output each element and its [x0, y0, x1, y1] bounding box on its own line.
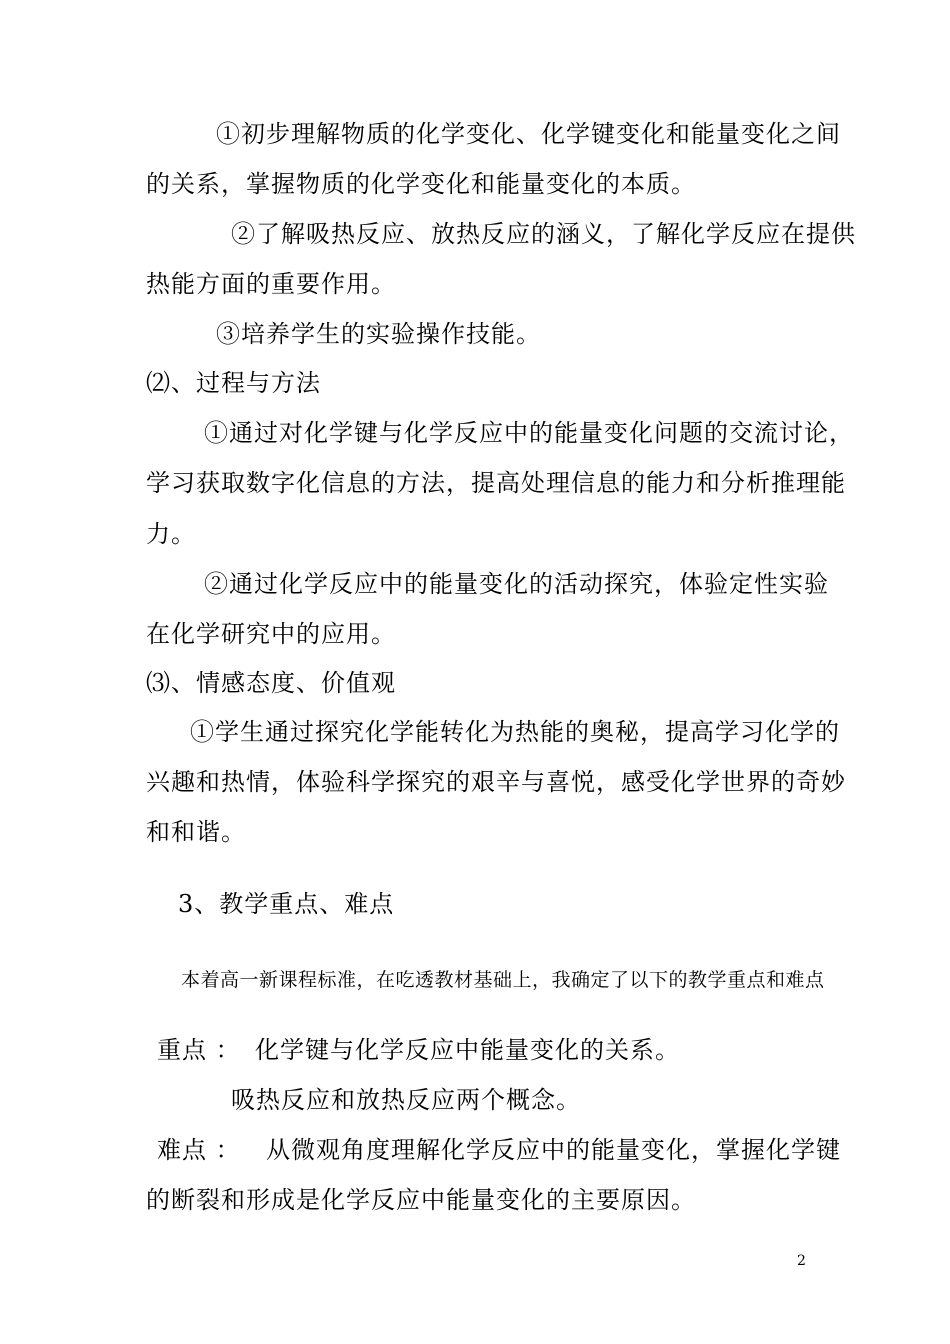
key-points-line-2: 吸热反应和放热反应两个概念。 — [231, 1086, 581, 1114]
process-1-line-1: ①通过对化学键与化学反应中的能量变化问题的交流讨论， — [204, 419, 854, 447]
intro-line: 本着高一新课程标准，在吃透教材基础上，我确定了以下的教学重点和难点 — [181, 969, 825, 991]
process-2-line-2: 在化学研究中的应用。 — [146, 620, 396, 648]
process-1-line-2: 学习获取数字化信息的方法，提高处理信息的能力和分析推理能 — [146, 469, 846, 497]
objective-3-line-1: ③培养学生的实验操作技能。 — [216, 320, 541, 348]
attitude-1-line-2: 兴趣和热情，体验科学探究的艰辛与喜悦，感受化学世界的奇妙 — [146, 768, 846, 796]
key-points-line-1: 化学键与化学反应中能量变化的关系。 — [255, 1036, 680, 1064]
objective-2-line-1: ②了解吸热反应、放热反应的涵义，了解化学反应在提供 — [231, 220, 856, 248]
difficult-points-line-1: 从微观角度理解化学反应中的能量变化，掌握化学键 — [266, 1136, 841, 1164]
key-points-label: 重点 ： — [157, 1036, 241, 1064]
section-3-heading: ⑶、情感态度、价值观 — [146, 669, 396, 697]
difficult-points-label: 难点 ： — [157, 1136, 241, 1164]
objective-1-line-2: 的关系，掌握物质的化学变化和能量变化的本质。 — [146, 170, 696, 198]
objective-2-line-2: 热能方面的重要作用。 — [146, 270, 396, 298]
objective-1-line-1: ①初步理解物质的化学变化、化学键变化和能量变化之间 — [216, 120, 841, 148]
heading-3: 3、教学重点、难点 — [178, 890, 395, 918]
difficult-points-line-2: 的断裂和形成是化学反应中能量变化的主要原因。 — [146, 1186, 696, 1214]
page-number: 2 — [797, 1253, 806, 1269]
process-1-line-3: 力。 — [146, 520, 196, 548]
process-2-line-1: ②通过化学反应中的能量变化的活动探究，体验定性实验 — [204, 570, 829, 598]
section-2-heading: ⑵、过程与方法 — [146, 369, 321, 397]
attitude-1-line-3: 和和谐。 — [146, 818, 246, 846]
attitude-1-line-1: ①学生通过探究化学能转化为热能的奥秘，提高学习化学的 — [190, 718, 840, 746]
